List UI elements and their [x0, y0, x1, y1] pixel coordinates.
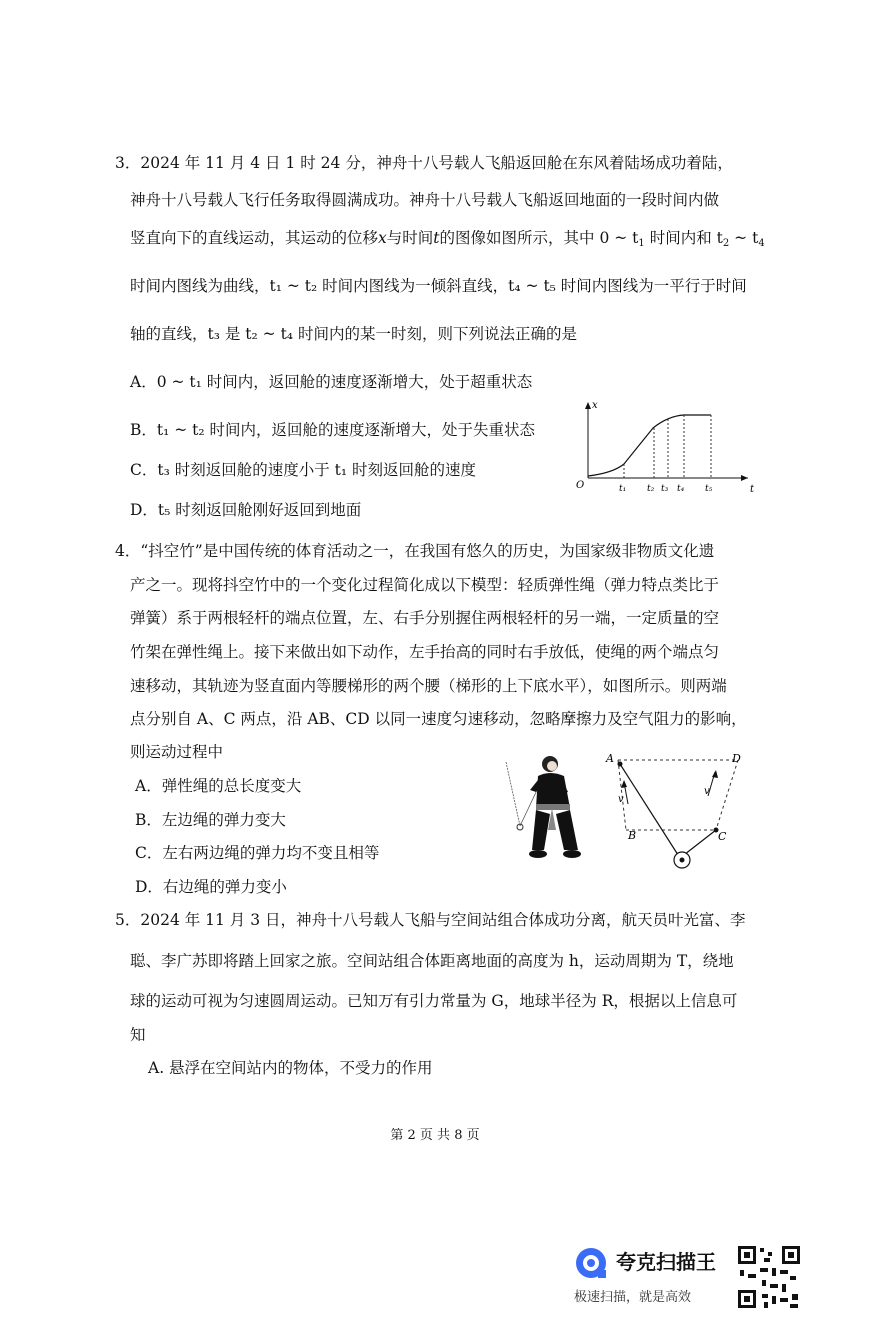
graph-tick-t2: t₂ — [647, 484, 655, 494]
q4-line5: 速移动，其轨迹为竖直面内等腰梯形的两个腰（梯形的上下底水平），如图所示。则两端 — [130, 677, 727, 695]
q5-line2: 聪、李广苏即将踏上回家之旅。空间站组合体距离地面的高度为 h，运动周期为 T，绕地 — [130, 952, 734, 970]
q3-option-b: B．t₁ ~ t₂ 时间内，返回舱的速度逐渐增大，处于失重状态 — [130, 421, 536, 439]
q3-line5: 轴的直线，t₃ 是 t₂ ~ t₄ 时间内的某一时刻，则下列说法正确的是 — [130, 325, 577, 343]
q4-line1: 4．“抖空竹”是中国传统的体育活动之一，在我国有悠久的历史，为国家级非物质文化遗 — [115, 542, 715, 560]
graph-tick-t5: t₅ — [705, 484, 713, 494]
scanner-watermark — [570, 1240, 810, 1320]
q3-xt-graph — [568, 398, 758, 498]
label-B: B — [628, 829, 637, 842]
q4-trapezoid-diagram — [598, 748, 758, 872]
q5-line1: 5．2024 年 11 月 3 日，神舟十八号载人飞船与空间站组合体成功分离，航天员叶光富、李 — [115, 911, 746, 929]
q3-line2: 神舟十八号载人飞行任务取得圆满成功。神舟十八号载人飞船返回地面的一段时间内做 — [130, 191, 720, 209]
label-A: A — [606, 752, 614, 765]
graph-x-label: t — [750, 484, 755, 495]
brand-slogan: 极速扫描，就是高效 — [574, 1290, 692, 1305]
graph-y-label: x — [592, 400, 598, 411]
q4-line7: 则运动过程中 — [130, 743, 224, 761]
q5-line4: 知 — [130, 1026, 146, 1044]
q4-line4: 竹架在弹性绳上。接下来做出如下动作，左手抬高的同时右手放低，使绳的两个端点匀 — [130, 643, 720, 661]
q5-option-a: A. 悬浮在空间站内的物体，不受力的作用 — [148, 1059, 433, 1077]
q4-line2: 产之一。现将抖空竹中的一个变化过程简化成以下模型：轻质弹性绳（弹力特点类比于 — [130, 576, 720, 594]
q3-line4: 时间内图线为曲线，t₁ ~ t₂ 时间内图线为一倾斜直线，t₄ ~ t₅ 时间内图线为一平行于时间 — [130, 277, 747, 295]
label-v-left: v — [618, 794, 624, 805]
q5-line3: 球的运动可视为匀速圆周运动。已知万有引力常量为 G，地球半径为 R，根据以上信息可 — [130, 992, 738, 1010]
q4-line6: 点分别自 A、C 两点，沿 AB、CD 以同一速度匀速移动，忽略摩擦力及空气阻力的影响， — [130, 710, 747, 728]
q3-option-d: D．t₅ 时刻返回舱刚好返回到地面 — [130, 501, 362, 519]
label-D: D — [732, 752, 741, 765]
graph-tick-t3: t₃ — [661, 484, 669, 494]
label-v-right: v — [704, 786, 710, 797]
q4-option-a: A．弹性绳的总长度变大 — [135, 777, 302, 795]
q4-option-d: D．右边绳的弹力变小 — [135, 878, 287, 896]
q4-option-c: C．左右两边绳的弹力均不变且相等 — [135, 844, 380, 862]
q3-option-a: A．0 ~ t₁ 时间内，返回舱的速度逐渐增大，处于超重状态 — [130, 373, 533, 391]
quark-logo-icon — [574, 1246, 608, 1280]
qr-code-icon — [736, 1244, 802, 1310]
label-C: C — [718, 830, 727, 843]
diabolo-player-illustration — [498, 752, 598, 864]
graph-tick-t1: t₁ — [619, 484, 627, 494]
q3-line1: 3．2024 年 11 月 4 日 1 时 24 分，神舟十八号载人飞船返回舱在东风着陆场成功着陆， — [115, 154, 733, 172]
graph-tick-t4: t₄ — [677, 484, 685, 494]
q4-line3: 弹簧）系于两根轻杆的端点位置，左、右手分别握住两根轻杆的另一端，一定质量的空 — [130, 609, 720, 627]
q4-option-b: B．左边绳的弹力变大 — [135, 811, 286, 829]
graph-origin: O — [576, 480, 585, 491]
page-number: 第 2 页 共 8 页 — [390, 1128, 480, 1143]
q3-line3: 竖直向下的直线运动，其运动的位移x与时间t的图像如图所示，其中 0 ~ $t_1$ 时间内和 $t_2$ ~ $t_4$ — [130, 229, 765, 249]
brand-name: 夸克扫描王 — [616, 1250, 716, 1274]
q3-option-c: C．t₃ 时刻返回舱的速度小于 t₁ 时刻返回舱的速度 — [130, 461, 477, 479]
